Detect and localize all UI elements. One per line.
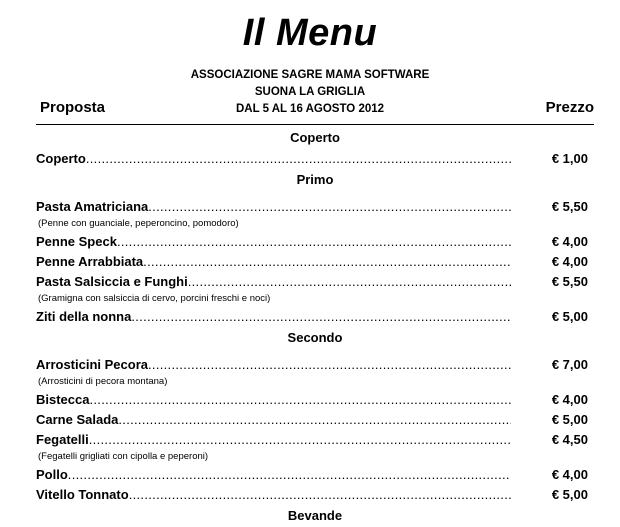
item-name: Carne Salada ..... [36, 410, 511, 430]
item-description: (Penne con guanciale, peperoncino, pomodoro) [38, 218, 239, 229]
item-price: € 5,00 [551, 309, 588, 324]
menu-item [36, 430, 594, 450]
item-description: (Gramigna con salsiccia di cervo, porcini freschi e noci) [38, 293, 271, 304]
item-price: € 5,50 [551, 199, 588, 214]
section-header-secondo: Secondo [287, 330, 343, 345]
item-price: € 4,00 [551, 234, 588, 249]
item-description: (Arrosticini di pecora montana) [38, 376, 168, 387]
item-price: € 4,50 [551, 432, 588, 447]
item-price: € 5,00 [551, 487, 588, 502]
item-name: Arrosticini Pecora ..... [36, 355, 511, 375]
item-price: € 4,00 [551, 254, 588, 269]
item-price: € 5,50 [551, 274, 588, 289]
menu-item [36, 252, 594, 272]
item-name: Pasta Salsiccia e Funghi ..... [36, 272, 511, 292]
section-header-coperto: Coperto [290, 130, 340, 145]
item-name: Coperto ..... [36, 149, 511, 169]
section-header-primo: Primo [296, 172, 334, 187]
item-name: Ziti della nonna ..... [36, 307, 511, 327]
item-price: € 1,00 [551, 151, 588, 166]
menu-item [36, 465, 594, 485]
menu-item [36, 232, 594, 252]
item-name: Bistecca ..... [36, 390, 511, 410]
item-name: Penne Arrabbiata ..... [36, 252, 511, 272]
item-name: Penne Speck ..... [36, 232, 511, 252]
menu-item [36, 355, 594, 375]
association-name: ASSOCIAZIONE SAGRE MAMA SOFTWARE [190, 69, 430, 81]
item-price: € 4,00 [551, 467, 588, 482]
menu-item [36, 197, 594, 217]
menu-item [36, 272, 594, 292]
section-header-bevande: Bevande [287, 508, 343, 523]
item-name: Pollo ..... [36, 465, 511, 485]
item-name: Vitello Tonnato ..... [36, 485, 511, 505]
menu-title: Il Menu [242, 12, 378, 54]
menu-item [36, 410, 594, 430]
item-description: (Fegatelli grigliati con cipolla e peperoni) [38, 451, 209, 462]
event-dates: DAL 5 AL 16 AGOSTO 2012 [235, 103, 385, 115]
item-name: Fegatelli ..... [36, 430, 511, 450]
menu-item [36, 307, 594, 327]
item-price: € 4,00 [551, 392, 588, 407]
column-header-prezzo: Prezzo [545, 99, 594, 116]
event-subtitle: SUONA LA GRIGLIA [254, 86, 366, 98]
menu-item [36, 390, 594, 410]
item-price: € 5,00 [551, 412, 588, 427]
item-price: € 7,00 [551, 357, 588, 372]
menu-item [36, 485, 594, 505]
menu-list [36, 127, 594, 527]
item-name: Pasta Amatriciana ..... [36, 197, 511, 217]
column-header-proposta: Proposta [40, 99, 106, 116]
header-divider [36, 124, 594, 125]
menu-item [36, 149, 594, 169]
